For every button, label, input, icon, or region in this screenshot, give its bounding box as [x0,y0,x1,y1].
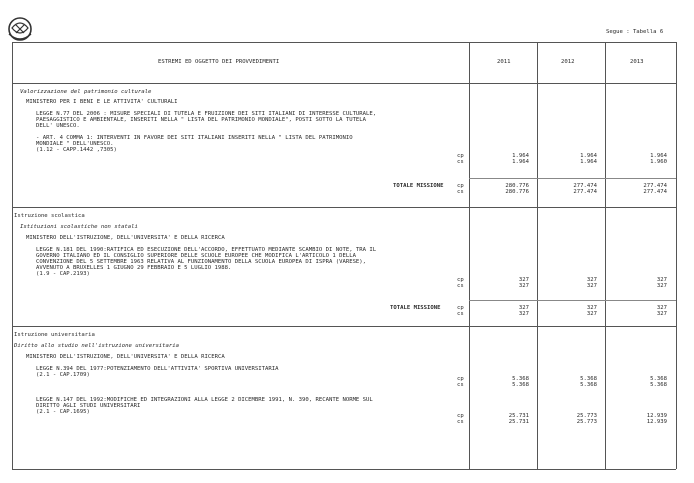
cp-label: cp [457,413,464,419]
year-2013: 2013 [630,59,644,65]
total-value-cell: 327 [656,311,667,317]
cs-label: cs [457,189,464,195]
article-text-line: - ART. 4 COMMA 1: INTERVENTI IN FAVORE DEI SITI ITALIANI INSERITI NELLA " LISTA DEL PATRIMONIO [36,135,353,141]
cp-label: cp [457,183,464,189]
law-text-line: GOVERNO ITALIANO ED IL CONSIGLIO SUPERIORE DELLE SCUOLE EUROPEE CHE MODIFICA L'ARTICOLO 1 DELLA [36,253,356,259]
value-cell: 327 [656,277,667,283]
total-mission-label: TOTALE MISSIONE [390,305,441,311]
article-text-line: MONDIALE " DELL'UNESCO. [36,141,114,147]
value-cell: 1.960 [650,159,667,165]
total-value-cell: 327 [586,311,597,317]
total-value-cell: 277.474 [643,189,667,195]
republic-emblem-icon [6,16,34,42]
law-text-line: PAESAGGISTICO E AMBIENTALE, INSERITI NELLA " LISTA DEL PATRIMONIO MONDIALE", POSTI SOTTO LA TUTELA [36,117,367,123]
cp-label: cp [457,305,464,311]
value-cell: 25.773 [576,419,597,425]
mission-title: Valorizzazione del patrimonio culturale [20,89,152,95]
cs-label: cs [457,311,464,317]
law-text-line: DELL' UNESCO. [36,123,80,129]
value-cell: 5.368 [512,376,529,382]
cp-label: cp [457,153,464,159]
column-title: ESTREMI ED OGGETTO DEI PROVVEDIMENTI [158,59,280,65]
total-value-cell: 277.474 [573,189,597,195]
law-text-line: LEGGE N.394 DEL 1977:POTENZIAMENTO DELL'ATTIVITA' SPORTIVA UNIVERSITARIA [36,366,279,372]
law-text-line: CONVENZIONE DEL 5 SETTEMBRE 1963 RELATIVA AL FUNZIONAMENTO DELLA SCUOLA EUROPEA DI ISPRA (VARESE), [36,259,367,265]
value-cell: 25.773 [576,413,597,419]
total-value-cell: 280.776 [505,183,529,189]
year-2011: 2011 [497,59,511,65]
value-cell: 1.964 [512,153,529,159]
ministry-name: MINISTERO DELL'ISTRUZIONE, DELL'UNIVERSITA' E DELLA RICERCA [26,354,225,360]
law-text-line: DIRITTO AGLI STUDI UNIVERSITARI [36,403,141,409]
value-cell: 1.964 [580,159,597,165]
total-value-cell: 327 [656,305,667,311]
value-cell: 12.939 [646,413,667,419]
value-cell: 12.939 [646,419,667,425]
total-value-cell: 327 [586,305,597,311]
value-cell: 5.368 [512,382,529,388]
value-cell: 1.964 [512,159,529,165]
value-cell: 327 [656,283,667,289]
total-value-cell: 277.474 [643,183,667,189]
value-cell: 5.368 [580,376,597,382]
value-cell: 1.964 [650,153,667,159]
value-cell: 327 [518,283,529,289]
chapter-reference: (1.9 - CAP.2193) [36,271,90,277]
total-value-cell: 327 [518,311,529,317]
ministry-name: MINISTERO DELL'ISTRUZIONE, DELL'UNIVERSITA' E DELLA RICERCA [26,235,225,241]
total-value-cell: 277.474 [573,183,597,189]
value-cell: 327 [586,277,597,283]
year-2012: 2012 [561,59,575,65]
value-cell: 327 [518,277,529,283]
total-value-cell: 327 [518,305,529,311]
law-text-line: AVVENUTO A BRUXELLES 1 GIUGNO 29 FEBBRAIO E 5 LUGLIO 1988. [36,265,232,271]
chapter-reference: (2.1 - CAP.1695) [36,409,90,415]
cs-label: cs [457,382,464,388]
value-cell: 327 [586,283,597,289]
value-cell: 5.368 [650,382,667,388]
value-cell: 25.731 [508,419,529,425]
program-title: Diritto allo studio nell'istruzione universitaria [14,343,180,349]
value-cell: 1.964 [580,153,597,159]
law-text-line: LEGGE N.147 DEL 1992:MODIFICHE ED INTEGRAZIONI ALLA LEGGE 2 DICEMBRE 1991, N. 390, RECANTE NORME SUL [36,397,373,403]
ministry-name: MINISTERO PER I BENI E LE ATTIVITA' CULTURALI [26,99,178,105]
value-cell: 5.368 [650,376,667,382]
mission-title: Istruzione universitaria [14,332,95,338]
program-title: Istituzioni scolastiche non statali [20,224,138,230]
cs-label: cs [457,159,464,165]
value-cell: 5.368 [580,382,597,388]
cs-label: cs [457,419,464,425]
value-cell: 25.731 [508,413,529,419]
chapter-reference: (1.12 - CAPP.1442 ,7305) [36,147,117,153]
law-text-line: LEGGE N.77 DEL 2006 : MISURE SPECIALI DI TUTELA E FRUIZIONE DEI SITI ITALIANI DI INTERESSE CULTURALE, [36,111,377,117]
total-mission-label: TOTALE MISSIONE [393,183,444,189]
cp-label: cp [457,277,464,283]
total-value-cell: 280.776 [505,189,529,195]
mission-title: Istruzione scolastica [14,213,85,219]
law-text-line: LEGGE N.181 DEL 1990:RATIFICA ED ESECUZIONE DELL'ACCORDO, EFFETTUATO MEDIANTE SCAMBIO DI NOTE, TRA IL [36,247,377,253]
cp-label: cp [457,376,464,382]
cs-label: cs [457,283,464,289]
chapter-reference: (2.1 - CAP.1709) [36,372,90,378]
continuation-label: Segue : Tabella 6 [606,29,664,35]
